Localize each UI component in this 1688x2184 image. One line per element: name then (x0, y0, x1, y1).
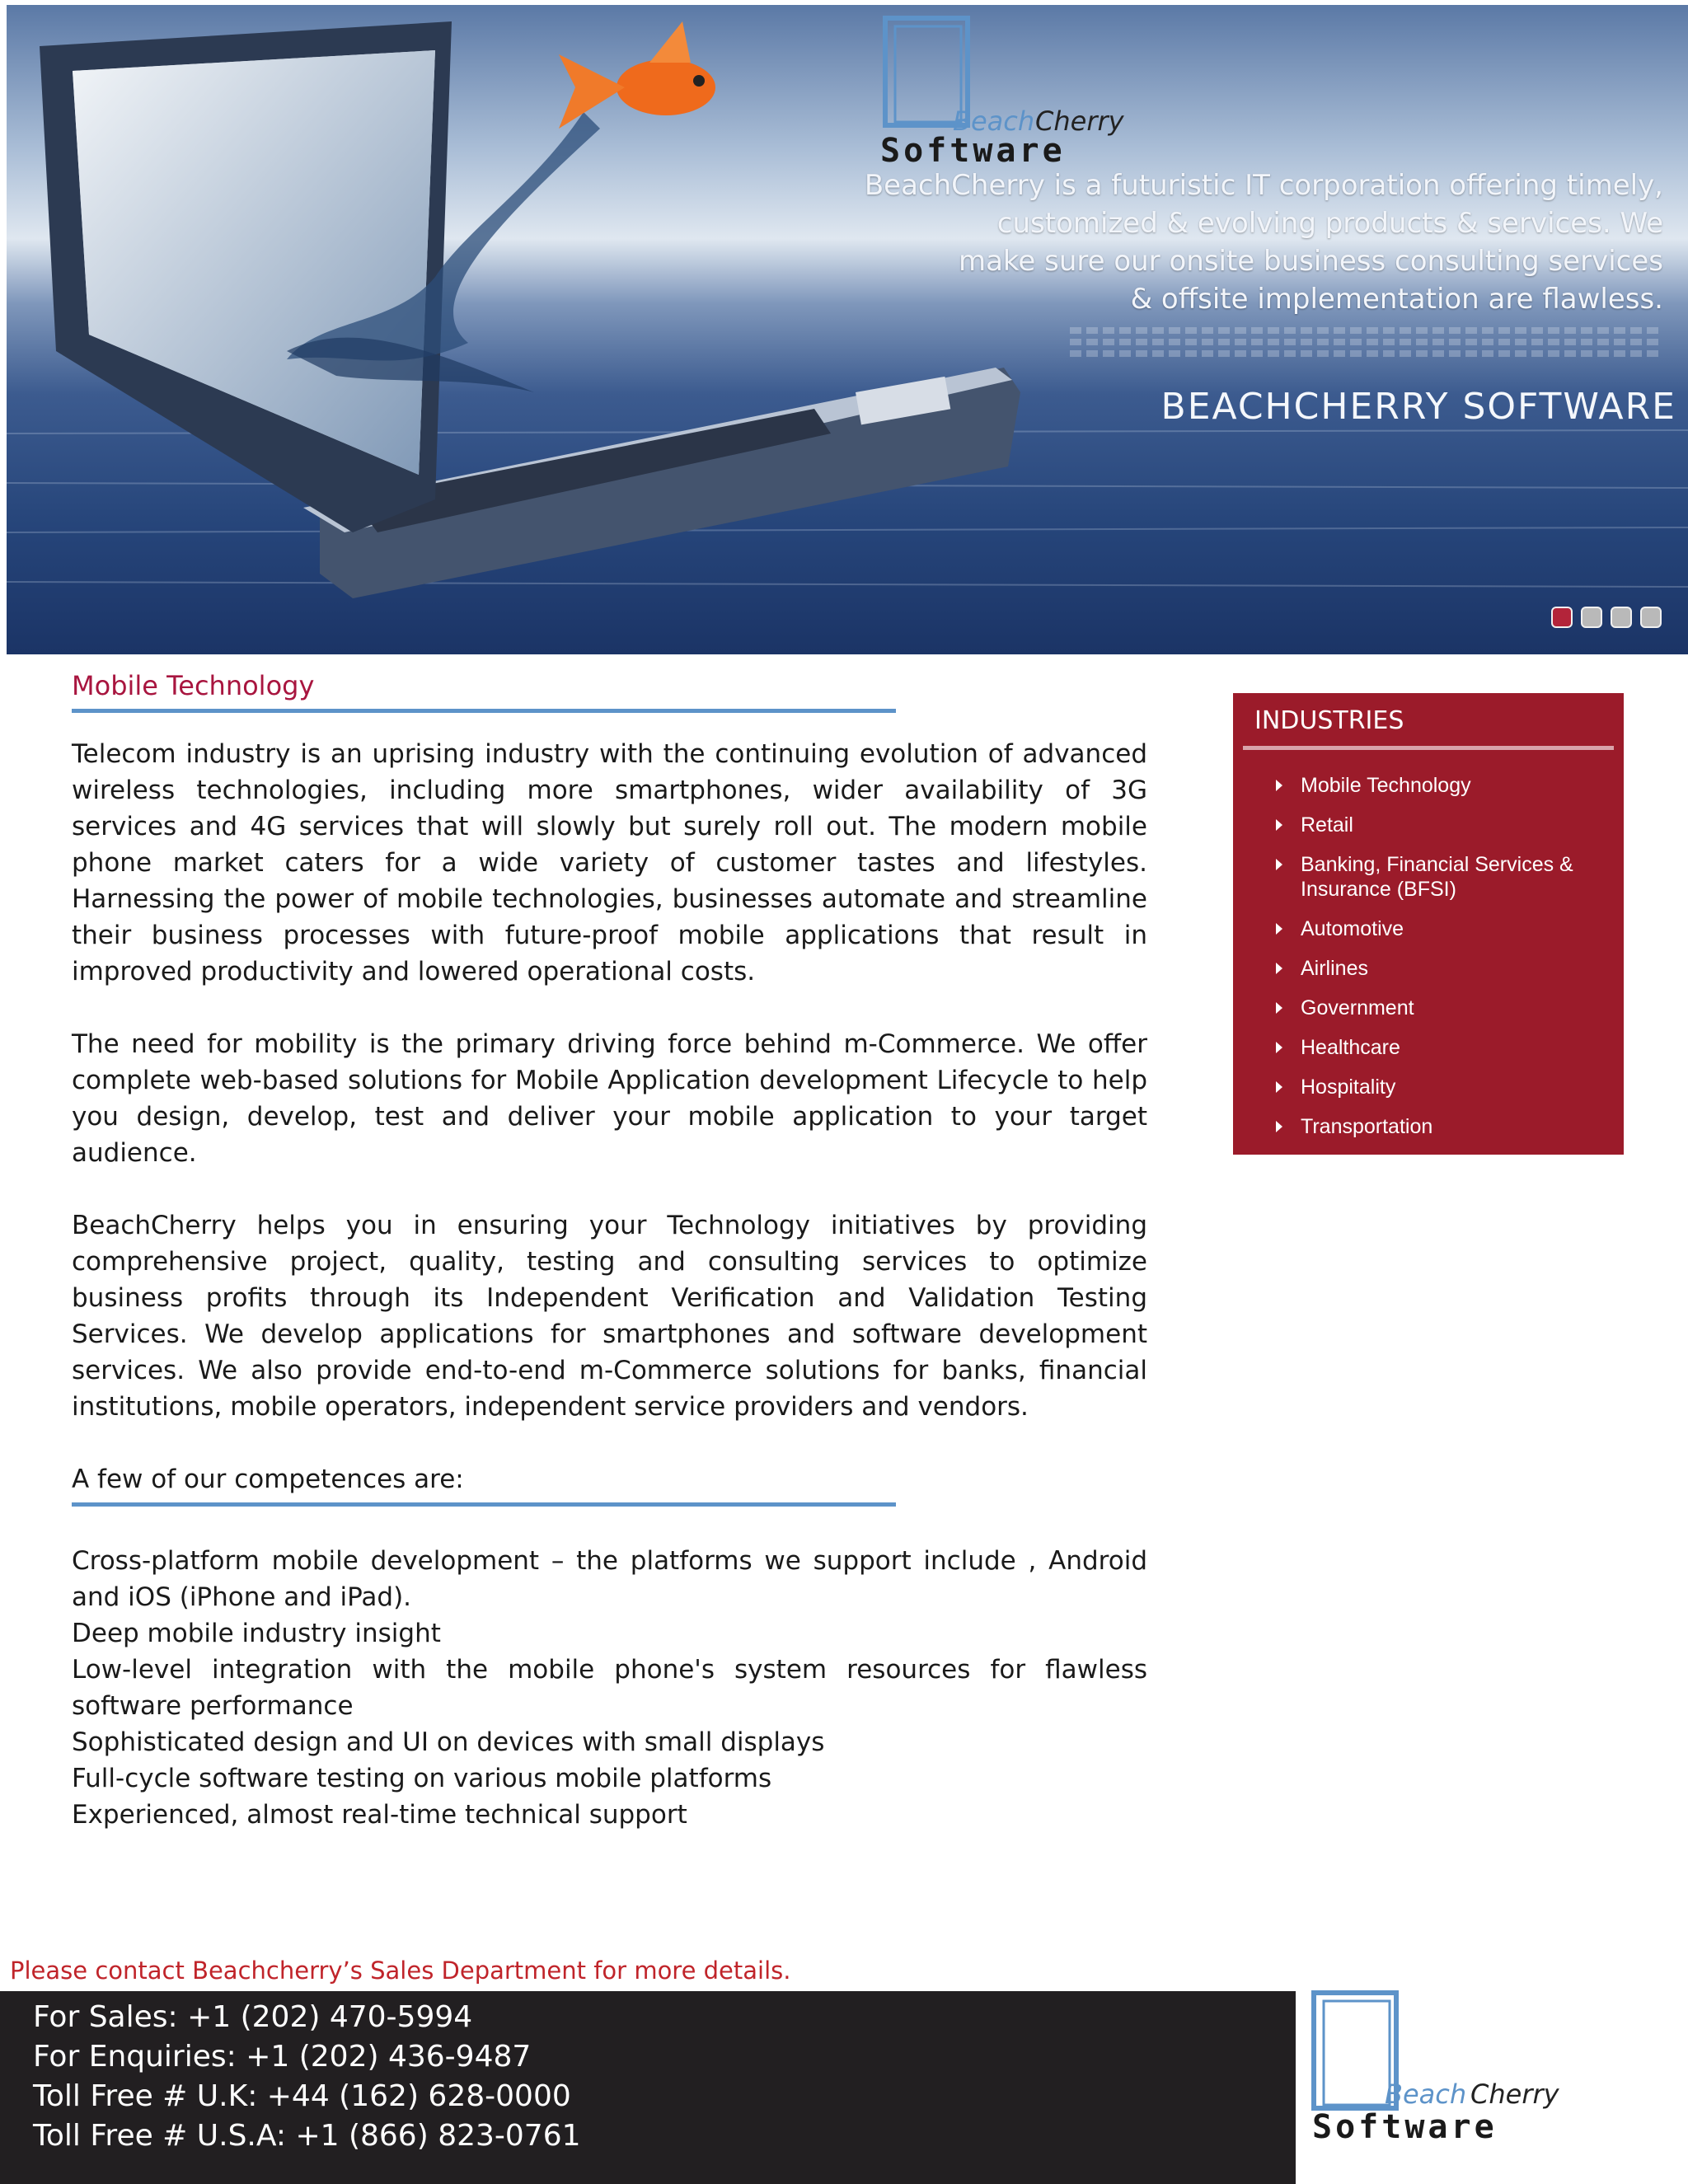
sidebar-item-label: Healthcare (1301, 1036, 1400, 1059)
tagline-line: BeachCherry is a futuristic IT corporation offering timely, (864, 169, 1663, 202)
sidebar-item-label: Mobile Technology (1301, 774, 1471, 797)
list-item: Low-level integration with the mobile phone's system resources for flawless software performance (72, 1655, 1147, 1721)
svg-text:Cherry: Cherry (1470, 2079, 1559, 2110)
svg-text:Cherry: Cherry (1035, 105, 1124, 137)
sidebar-item-label: Banking, Financial Services & Insurance (BFSI) (1301, 853, 1573, 901)
list-item: Sophisticated design and UI on devices with small displays (72, 1727, 825, 1757)
goldfish-icon (559, 21, 715, 129)
sidebar-title: INDUSTRIES (1254, 706, 1404, 735)
arrow-right-icon (1276, 963, 1282, 974)
sidebar-item-healthcare[interactable] (1254, 1035, 1614, 1060)
sidebar-item-label: Retail (1301, 813, 1353, 837)
arrow-right-icon (1276, 859, 1282, 870)
svg-text:Beach: Beach (1385, 2079, 1467, 2110)
sidebar-item-label: Automotive (1301, 917, 1404, 940)
services-paragraph: BeachCherry helps you in ensuring your Technology initiatives by providing comprehensive project, quality, testing and consulting services to optimize business profits through its Independent Verification and Validation Testing Services. We develop applications for smartphones and software development services. We also provide end-to-end m-Commerce solutions for banks, financial institutions, mobile operators, independent service providers and vendors. (72, 1211, 1147, 1422)
arrow-right-icon (1276, 1081, 1282, 1093)
sidebar-divider (1243, 746, 1614, 750)
slide-dot-3[interactable] (1611, 607, 1632, 628)
slide-dot-2[interactable] (1581, 607, 1602, 628)
sidebar-item-automotive[interactable] (1254, 916, 1614, 941)
list-item: Deep mobile industry insight (72, 1619, 441, 1648)
sidebar-item-label: Transportation (1301, 1115, 1433, 1138)
arrow-right-icon (1276, 819, 1282, 831)
competences-divider (72, 1502, 896, 1507)
sidebar-item-bfsi[interactable] (1254, 852, 1614, 902)
slide-indicators (1551, 607, 1662, 628)
competences-title: A few of our competences are: (72, 1465, 464, 1494)
sidebar-item-retail[interactable] (1254, 813, 1614, 837)
sidebar-item-label: Government (1301, 996, 1414, 1019)
uk-toll-free: Toll Free # U.K: +44 (162) 628-0000 (33, 2079, 571, 2113)
page-title: Mobile Technology (72, 670, 315, 701)
slide-dot-1[interactable] (1551, 607, 1573, 628)
sales-phone: For Sales: +1 (202) 470-5994 (33, 2000, 473, 2034)
sidebar-item-airlines[interactable] (1254, 956, 1614, 981)
contact-note: Please contact Beachcherry’s Sales Department for more details. (10, 1957, 791, 1985)
sidebar-item-label: Airlines (1301, 957, 1368, 980)
list-item: Experienced, almost real-time technical support (72, 1800, 687, 1830)
list-item: Cross-platform mobile development – the platforms we support include , Android and iOS (iPhone and iPad). (72, 1546, 1147, 1612)
competences-list (72, 1543, 1147, 1833)
tagline-reflection (1070, 322, 1663, 380)
usa-toll-free: Toll Free # U.S.A: +1 (866) 823-0761 (33, 2119, 581, 2153)
hero-banner (7, 5, 1688, 654)
sidebar-item-hospitality[interactable] (1254, 1075, 1614, 1099)
sidebar-item-transportation[interactable] (1254, 1114, 1614, 1139)
svg-text:Software: Software (1312, 2108, 1498, 2146)
contact-footer (0, 1991, 1296, 2184)
main-content (72, 668, 1147, 1833)
mcommerce-paragraph: The need for mobility is the primary driving force behind m-Commerce. We offer complete web-based solutions for Mobile Application development Lifecycle to help you design, develop, test and deliver your mobile application to your target audience. (72, 1029, 1147, 1168)
sidebar-item-mobile-technology[interactable] (1254, 773, 1614, 798)
sidebar-item-label: Hospitality (1301, 1076, 1396, 1099)
arrow-right-icon (1276, 923, 1282, 935)
arrow-right-icon (1276, 1002, 1282, 1014)
slide-dot-4[interactable] (1640, 607, 1662, 628)
svg-text:Beach: Beach (953, 105, 1035, 137)
tagline-line: customized & evolving products & services. We (996, 207, 1663, 240)
arrow-right-icon (1276, 1042, 1282, 1053)
hero-brand-name: BEACHCHERRY SOFTWARE (1160, 386, 1676, 428)
title-divider (72, 709, 896, 713)
arrow-right-icon (1276, 1121, 1282, 1132)
arrow-right-icon (1276, 780, 1282, 791)
industries-list (1243, 773, 1614, 1139)
beachcherry-logo-icon (880, 15, 1177, 163)
hero-tagline (839, 166, 1663, 318)
footer-logo-icon (1309, 1988, 1614, 2153)
sidebar-item-government[interactable] (1254, 996, 1614, 1020)
svg-text:Software: Software (880, 132, 1066, 163)
tagline-line: & offsite implementation are flawless. (1130, 283, 1663, 316)
tagline-line: make sure our onsite business consulting services (958, 245, 1663, 278)
enquiries-phone: For Enquiries: +1 (202) 436-9487 (33, 2040, 532, 2074)
intro-paragraph: Telecom industry is an uprising industry with the continuing evolution of advanced wireless technologies, including more smartphones, wider availability of 3G services and 4G services that will slowly but surely roll out. The modern mobile phone market caters for a wide variety of customer tastes and lifestyles. Harnessing the power of mobile technologies, businesses automate and streamline their business processes with future-proof mobile applications that result in improved productivity and lowered operational costs. (72, 739, 1147, 987)
list-item: Full-cycle software testing on various mobile platforms (72, 1764, 772, 1793)
industries-sidebar (1233, 693, 1624, 1155)
